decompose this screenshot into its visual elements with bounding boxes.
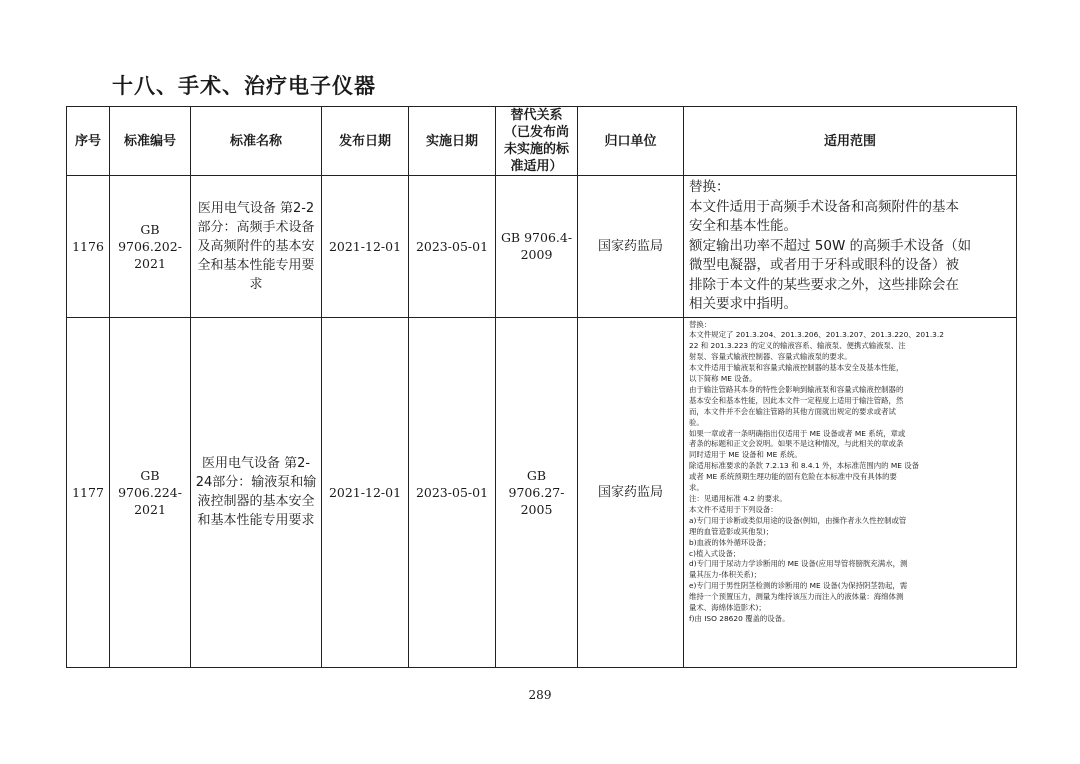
scope-line: 同时适用于 ME 设备和 ME 系统。 [689, 450, 802, 460]
scope-line: 额定输出功率不超过 50W 的高频手术设备（如 [689, 237, 972, 254]
scope-line: 理的血管造影或其他泵)； [689, 526, 774, 536]
table-row [67, 317, 1017, 667]
scope-line: 如果一章或者一条明确指出仅适用于 ME 设备或者 ME 系统，章或 [689, 428, 906, 438]
scope-line: 注：见通用标准 4.2 的要求。 [689, 494, 787, 503]
scope-line: 量术、海绵体造影术)； [689, 603, 766, 613]
row-std-name: 医用电气设备 第2-24部分：输液泵和输液控制器的基本安全和基本性能专用要求 [191, 317, 322, 667]
scope-line: 射泵、容量式输液控制器、容量式输液泵的要求。 [689, 352, 852, 362]
scope-line: 替换： [689, 179, 730, 195]
scope-line: 以下简称 ME 设备。 [689, 374, 757, 384]
scope-line: a)专门用于诊断或类似用途的设备(例如，由操作者永久性控制或管 [689, 515, 907, 525]
row-std-name: 医用电气设备 第2-2部分：高频手术设备及高频附件的基本安全和基本性能专用要求 [191, 176, 322, 318]
scope-line: 量其压力-体积关系)； [689, 570, 762, 580]
table-row [67, 176, 1017, 318]
header-scope: 适用范围 [684, 107, 1017, 176]
row-seq: 1176 [67, 176, 110, 318]
page-number: 289 [528, 688, 552, 702]
row-dept: 国家药监局 [578, 176, 684, 318]
header-std-name: 标准名称 [191, 107, 322, 176]
row-scope [684, 176, 1017, 318]
scope-line: f)由 ISO 28620 覆盖的设备。 [689, 613, 790, 623]
header-replaces: 替代关系（已发布尚未实施的标准适用） [496, 107, 578, 176]
scope-line: 22 和 201.3.223 的定义的输液容系、输液泵、便携式输液泵、注 [689, 341, 906, 351]
scope-line: 安全和基本性能。 [689, 218, 797, 234]
scope-line: 由于输注管路其本身的特性会影响到输液泵和容量式输液控制器的 [689, 384, 904, 394]
scope-line: c)植入式设备； [689, 548, 741, 558]
header-impl-date: 实施日期 [409, 107, 496, 176]
row-scope [684, 317, 1017, 667]
header-row [67, 107, 1017, 176]
scope-line: 本文件适用于高频手术设备和高频附件的基本 [689, 198, 959, 215]
scope-line: d)专门用于尿动力学诊断用的 ME 设备(应用导管将膀胱充满水，测 [689, 559, 908, 569]
scope-line: 微型电凝器，或者用于牙科或眼科的设备）被 [689, 257, 959, 273]
scope-line: b)血液的体外循环设备； [689, 537, 771, 547]
header-dept: 归口单位 [578, 107, 684, 176]
row-std-no: GB 9706.202-2021 [110, 176, 191, 318]
header-pub-date: 发布日期 [322, 107, 409, 176]
scope-line: 基本安全和基本性能，因此本文件一定程度上适用于输注管路，然 [689, 395, 904, 405]
row-replaces: GB 9706.4-2009 [496, 176, 578, 318]
row-dept: 国家药监局 [578, 317, 684, 667]
scope-line: 维持一个预置压力，测量为维持该压力而注入的液体量：海绵体测 [689, 592, 904, 602]
scope-line: 本文件不适用于下列设备： [689, 504, 778, 514]
header-std-no: 标准编号 [110, 107, 191, 176]
row-impl-date: 2023-05-01 [409, 176, 496, 318]
row-impl-date: 2023-05-01 [409, 317, 496, 667]
section-title: 十八、手术、治疗电子仪器 [112, 74, 376, 98]
header-seq: 序号 [67, 107, 110, 176]
scope-line: e)专门用于男性阴茎检测的诊断用的 ME 设备(为保持阴茎勃起，需 [689, 581, 908, 591]
scope-line: 排除于本文件的某些要求之外，这些排除会在 [689, 276, 959, 293]
standards-table [66, 106, 1017, 668]
scope-line: 者条的标题和正文会说明。如果不是这种情况，与此相关的章或条 [689, 439, 904, 449]
scope-line: 而，本文件并不会在输注管路的其他方面就出规定的要求或者试 [689, 406, 896, 416]
scope-line: 除适用标准要求的条款 7.2.13 和 8.4.1 外，本标准范围内的 ME 设备 [689, 461, 920, 471]
row-std-no: GB 9706.224-2021 [110, 317, 191, 667]
scope-line: 本文件规定了 201.3.204、201.3.206、201.3.207、201.3.220、201.3.2 [689, 330, 944, 340]
scope-line: 验。 [689, 417, 704, 427]
row-replaces: GB 9706.27-2005 [496, 317, 578, 667]
row-pub-date: 2021-12-01 [322, 317, 409, 667]
row-pub-date: 2021-12-01 [322, 176, 409, 318]
scope-line: 替换： [689, 319, 712, 329]
scope-line: 本文件适用于输液泵和容量式输液控制器的基本安全及基本性能， [689, 363, 904, 373]
scope-line: 或者 ME 系统预期生理功能的固有危险在本标准中没有具体的要 [689, 472, 897, 482]
scope-line: 相关要求中指明。 [689, 296, 797, 312]
row-seq: 1177 [67, 317, 110, 667]
scope-line: 求。 [689, 483, 704, 493]
